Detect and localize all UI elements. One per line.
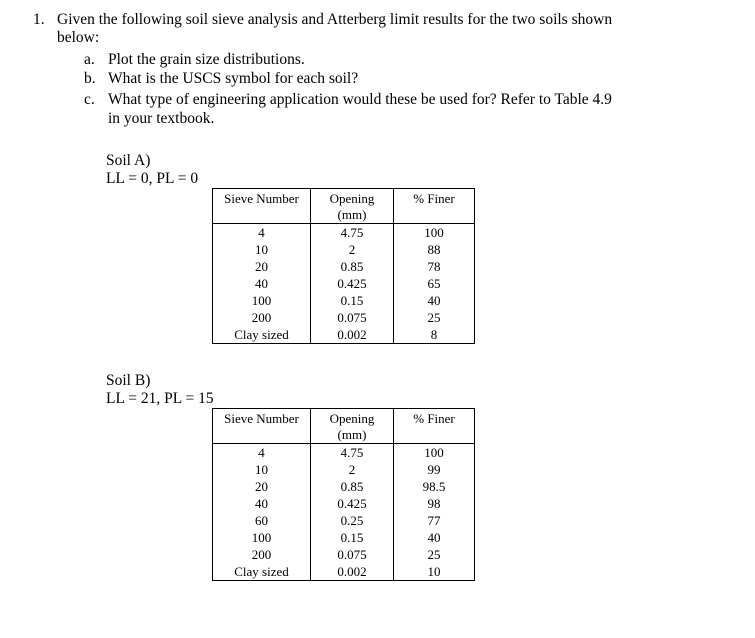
sieve-cell: 200 <box>213 309 311 326</box>
table-row <box>213 241 475 258</box>
finer-cell: 40 <box>394 292 475 309</box>
part-c-text-line2: in your textbook. <box>108 110 215 127</box>
opening-cell: 0.85 <box>311 478 394 495</box>
soil-b-title: Soil B) <box>106 372 151 389</box>
finer-cell: 8 <box>394 326 475 344</box>
opening-cell: 0.075 <box>311 309 394 326</box>
table-row <box>213 292 475 309</box>
table-row <box>213 224 475 242</box>
sieve-cell: 40 <box>213 275 311 292</box>
table-row <box>213 275 475 292</box>
table-row <box>213 546 475 563</box>
soil-a-table <box>212 188 475 344</box>
opening-cell: 0.002 <box>311 563 394 581</box>
part-b-text: What is the USCS symbol for each soil? <box>108 70 359 87</box>
header-opening-unit: (mm) <box>337 207 367 222</box>
opening-cell: 4.75 <box>311 224 394 242</box>
opening-cell: 0.425 <box>311 275 394 292</box>
opening-cell: 4.75 <box>311 444 394 462</box>
table-row <box>213 478 475 495</box>
finer-cell: 40 <box>394 529 475 546</box>
sieve-cell: 100 <box>213 529 311 546</box>
sieve-cell: 20 <box>213 478 311 495</box>
opening-cell: 0.075 <box>311 546 394 563</box>
sieve-cell: 40 <box>213 495 311 512</box>
table-row <box>213 529 475 546</box>
header-opening-unit: (mm) <box>337 427 367 442</box>
header-opening <box>311 189 394 224</box>
finer-cell: 100 <box>394 444 475 462</box>
finer-cell: 65 <box>394 275 475 292</box>
opening-cell: 0.425 <box>311 495 394 512</box>
sieve-cell: Clay sized <box>213 563 311 581</box>
finer-cell: 10 <box>394 563 475 581</box>
header-opening-label: Opening <box>329 191 375 206</box>
opening-cell: 2 <box>311 241 394 258</box>
finer-cell: 88 <box>394 241 475 258</box>
part-a-letter: a. <box>84 51 95 68</box>
header-percent-finer: % Finer <box>394 189 475 224</box>
header-opening <box>311 409 394 444</box>
table-row <box>213 512 475 529</box>
soil-a-title: Soil A) <box>106 152 151 169</box>
table-row <box>213 326 475 344</box>
header-sieve-number: Sieve Number <box>213 409 311 444</box>
table-row <box>213 309 475 326</box>
sieve-cell: 100 <box>213 292 311 309</box>
question-stem-line2: below: <box>57 29 100 46</box>
opening-cell: 0.15 <box>311 529 394 546</box>
table-row <box>213 444 475 462</box>
finer-cell: 25 <box>394 309 475 326</box>
sieve-cell: 4 <box>213 444 311 462</box>
sieve-cell: Clay sized <box>213 326 311 344</box>
sieve-cell: 200 <box>213 546 311 563</box>
sieve-cell: 10 <box>213 461 311 478</box>
part-c-text: What type of engineering application would these be used for? Refer to Table 4.9 <box>108 91 612 108</box>
sieve-cell: 60 <box>213 512 311 529</box>
table-row <box>213 495 475 512</box>
finer-cell: 98 <box>394 495 475 512</box>
opening-cell: 2 <box>311 461 394 478</box>
opening-cell: 0.15 <box>311 292 394 309</box>
part-b-letter: b. <box>84 70 96 87</box>
soil-b-table <box>212 408 475 581</box>
header-percent-finer: % Finer <box>394 409 475 444</box>
soil-b-limits: LL = 21, PL = 15 <box>106 390 214 407</box>
table-row <box>213 258 475 275</box>
opening-cell: 0.25 <box>311 512 394 529</box>
sieve-cell: 20 <box>213 258 311 275</box>
finer-cell: 100 <box>394 224 475 242</box>
question-stem-line1: Given the following soil sieve analysis and Atterberg limit results for the two soils shown <box>57 11 613 28</box>
finer-cell: 78 <box>394 258 475 275</box>
opening-cell: 0.85 <box>311 258 394 275</box>
part-c-letter: c. <box>84 91 95 108</box>
sieve-cell: 10 <box>213 241 311 258</box>
finer-cell: 98.5 <box>394 478 475 495</box>
soil-a-limits: LL = 0, PL = 0 <box>106 170 199 187</box>
finer-cell: 25 <box>394 546 475 563</box>
question-number: 1. <box>33 11 45 28</box>
opening-cell: 0.002 <box>311 326 394 344</box>
finer-cell: 77 <box>394 512 475 529</box>
header-sieve-number: Sieve Number <box>213 189 311 224</box>
table-row <box>213 563 475 581</box>
sieve-cell: 4 <box>213 224 311 242</box>
finer-cell: 99 <box>394 461 475 478</box>
header-opening-label: Opening <box>329 411 375 426</box>
table-row <box>213 461 475 478</box>
part-a-text: Plot the grain size distributions. <box>108 51 305 68</box>
